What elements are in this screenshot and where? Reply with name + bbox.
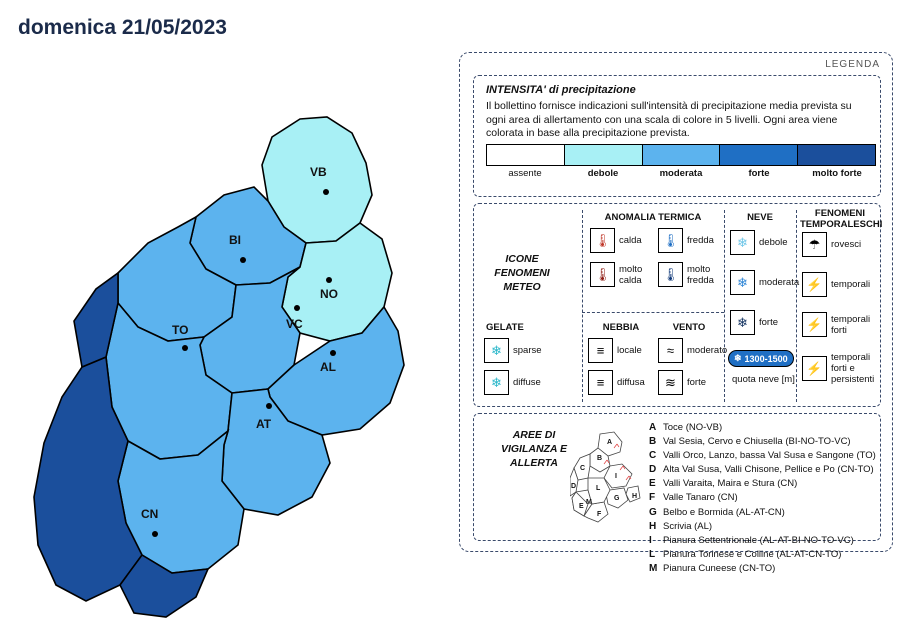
meteo-icons-label: ICONE FENOMENI METEO [494, 253, 550, 293]
fog-local-icon: ≡ [588, 338, 613, 363]
icon-label-temporali: temporali [831, 279, 871, 290]
svg-text:M: M [586, 499, 592, 506]
icon-label-sparse: sparse [513, 345, 542, 356]
svg-text:D: D [571, 483, 577, 490]
icon-nebbia-locale[interactable] [588, 338, 642, 363]
wind-moderate-icon: ≈ [658, 338, 683, 363]
snow-moderate-icon: ❄ [730, 270, 755, 295]
city-dot-AT [266, 403, 272, 409]
list-item [649, 464, 877, 478]
strong-thunderstorm-icon: ⚡ [802, 312, 827, 337]
thermometer-hot-icon: 🌡 [590, 228, 615, 253]
snow-level-caption: quota neve [m] [732, 374, 795, 385]
icon-label-temporali-persistenti: temporali forti e persistenti [831, 352, 875, 385]
legend-heading: LEGENDA [825, 59, 880, 70]
intensity-section [473, 75, 881, 197]
alert-areas-list [649, 422, 877, 577]
area-key: B [649, 436, 657, 448]
icon-vento-moderato[interactable] [658, 338, 727, 363]
area-key: D [649, 464, 657, 476]
gelate-title: GELATE [486, 322, 524, 333]
intensity-title: INTENSITA' di precipitazione [486, 84, 636, 96]
area-name: Pianura Settentrionale (AL-AT-BI-NO-TO-VC) [663, 534, 854, 546]
svg-text:C: C [580, 465, 586, 472]
scale-label-forte: forte [748, 168, 770, 179]
neve-title: NEVE [747, 212, 773, 223]
temporali-title: FENOMENI TEMPORALESCHI [800, 208, 883, 230]
area-key: A [649, 422, 657, 433]
icon-temporali[interactable] [802, 272, 870, 297]
city-dot-VB [323, 189, 329, 195]
alert-areas-mini-map [570, 428, 642, 528]
piemonte-map [0, 45, 450, 620]
list-item [649, 549, 877, 563]
divider-4 [582, 312, 724, 313]
area-name: Belbo e Bormida (AL-AT-CN) [663, 506, 785, 518]
icon-neve-forte[interactable] [730, 310, 778, 335]
showers-icon: ☂ [802, 232, 827, 257]
scale-swatch-molto-forte [797, 144, 876, 166]
icon-neve-debole[interactable] [730, 230, 788, 255]
area-key: G [649, 506, 657, 518]
icon-label-fredda: fredda [687, 235, 714, 246]
intensity-scale [486, 144, 876, 166]
city-label-BI: BI [229, 233, 241, 247]
icon-label-neve-moderata: moderata [759, 277, 800, 288]
city-dot-AL [330, 350, 336, 356]
icon-gelate-sparse[interactable] [484, 338, 542, 363]
icon-label-neve-forte: forte [759, 317, 779, 328]
scale-label-assente: assente [508, 168, 542, 179]
city-label-TO: TO [172, 323, 189, 337]
svg-text:G: G [614, 495, 620, 502]
list-item [649, 507, 877, 521]
list-item [649, 535, 877, 549]
snow-level-icon: ❄ 1300-1500 [728, 350, 794, 367]
scale-swatch-debole [564, 144, 642, 166]
icon-molto-calda[interactable] [590, 262, 661, 287]
icon-label-molto-calda: molto calda [619, 263, 643, 286]
city-dot-TO [182, 345, 188, 351]
city-label-NO: NO [320, 287, 338, 301]
icon-vento-forte[interactable] [658, 370, 706, 395]
area-key: I [649, 534, 652, 546]
list-item [649, 436, 877, 450]
intensity-scale-labels [486, 168, 876, 182]
alert-areas-title: AREE DI VIGILANZA E ALLERTA [500, 429, 568, 469]
vento-title: VENTO [672, 322, 706, 333]
intensity-description: Il bollettino fornisce indicazioni sull'intensità di precipitazione media prevista su ogni area di allertamento con una scala di colore in 5 livelli. Ogni area viene colorata in base alla precipitazione prevista. [486, 100, 852, 139]
icon-label-diffusa: diffusa [617, 377, 645, 388]
map-svg [0, 45, 450, 620]
legend-panel [459, 52, 893, 574]
area-key: E [649, 478, 656, 490]
snow-light-icon: ❄ [730, 230, 755, 255]
divider-2 [724, 210, 725, 402]
city-label-CN: CN [141, 507, 159, 521]
svg-text:H: H [632, 493, 638, 500]
area-name: Pianura Torinese e Colline (AL-AT-CN-TO) [663, 548, 842, 560]
scale-label-molto-forte: molto forte [812, 168, 862, 179]
svg-text:A: A [607, 439, 613, 446]
nebbia-title: NEBBIA [602, 322, 640, 333]
icon-fredda[interactable] [658, 228, 714, 253]
city-label-VC: VC [286, 317, 303, 331]
city-label-VB: VB [310, 165, 327, 179]
snow-level-value: 1300-1500 [744, 353, 788, 364]
area-key: F [649, 492, 656, 504]
icon-label-neve-debole: debole [759, 237, 788, 248]
thermometer-very-hot-icon: 🌡 [590, 262, 615, 287]
icon-label-moderato: moderato [687, 345, 728, 356]
thunderstorm-icon: ⚡ [802, 272, 827, 297]
area-name: Valli Orco, Lanzo, bassa Val Susa e Sangone (TO) [663, 450, 876, 462]
snow-heavy-icon: ❄ [730, 310, 755, 335]
area-key: M [649, 562, 658, 574]
area-name: Alta Val Susa, Valli Chisone, Pellice e Po (CN-TO) [663, 464, 874, 476]
snow-level-group[interactable] [728, 350, 794, 367]
svg-text:I: I [615, 473, 617, 480]
scale-label-moderata: moderata [659, 168, 703, 179]
icon-temporali-persistenti[interactable] [802, 352, 881, 385]
scale-label-debole: debole [587, 168, 619, 179]
icon-molto-fredda[interactable] [658, 262, 733, 287]
thermometer-cold-icon: 🌡 [658, 228, 683, 253]
city-label-AT: AT [256, 417, 272, 431]
icon-gelate-diffuse[interactable] [484, 370, 541, 395]
area-name: Val Sesia, Cervo e Chiusella (BI-NO-TO-VC) [663, 436, 851, 448]
list-item [649, 492, 877, 506]
anomalia-title: ANOMALIA TERMICA [604, 212, 702, 223]
city-dot-NO [326, 277, 332, 283]
icon-label-molto-fredda: molto fredda [687, 263, 714, 286]
icon-label-calda: calda [619, 235, 642, 246]
list-item [649, 521, 877, 535]
icon-label-vento-forte: forte [687, 377, 707, 388]
area-key: L [649, 548, 656, 560]
area-name: Valle Tanaro (CN) [663, 492, 738, 504]
divider-3 [796, 210, 797, 402]
icon-temporali-forti[interactable] [802, 312, 879, 337]
list-item [649, 450, 877, 464]
area-name: Pianura Cuneese (CN-TO) [663, 562, 776, 574]
scale-swatch-assente [486, 144, 564, 166]
icon-label-diffuse: diffuse [513, 377, 541, 388]
thermometer-very-cold-icon: 🌡 [658, 262, 683, 287]
svg-text:B: B [597, 455, 603, 462]
icon-neve-moderata[interactable] [730, 270, 799, 295]
icon-label-rovesci: rovesci [831, 239, 862, 250]
icon-label-locale: locale [617, 345, 642, 356]
area-name: Toce (NO-VB) [663, 422, 723, 433]
wind-strong-icon: ≋ [658, 370, 683, 395]
list-item [649, 563, 877, 577]
fog-widespread-icon: ≡ [588, 370, 613, 395]
svg-text:L: L [596, 485, 601, 492]
icon-rovesci[interactable] [802, 232, 861, 257]
alert-areas-section [473, 413, 881, 574]
svg-text:E: E [579, 503, 584, 510]
icon-label-temporali-forti: temporali forti [831, 313, 871, 336]
city-dot-CN [152, 531, 158, 537]
icon-calda[interactable] [590, 228, 642, 253]
scale-swatch-moderata [642, 144, 720, 166]
frost-widespread-icon: ❄ [484, 370, 509, 395]
persistent-thunderstorm-icon: ⚡ [802, 356, 827, 381]
area-name: Scrivia (AL) [663, 520, 713, 532]
city-dot-VC [294, 305, 300, 311]
icon-nebbia-diffusa[interactable] [588, 370, 645, 395]
weather-icons-section [473, 203, 881, 407]
scale-swatch-forte [719, 144, 797, 166]
svg-text:F: F [597, 511, 602, 518]
city-label-AL: AL [320, 360, 336, 374]
area-key: C [649, 450, 657, 462]
list-item [649, 422, 877, 436]
area-key: H [649, 520, 657, 532]
area-name: Valli Varaita, Maira e Stura (CN) [663, 478, 798, 490]
page-title: domenica 21/05/2023 [18, 16, 227, 39]
divider-1 [582, 210, 583, 402]
list-item [649, 478, 877, 492]
city-dot-BI [240, 257, 246, 263]
frost-sparse-icon: ❄ [484, 338, 509, 363]
